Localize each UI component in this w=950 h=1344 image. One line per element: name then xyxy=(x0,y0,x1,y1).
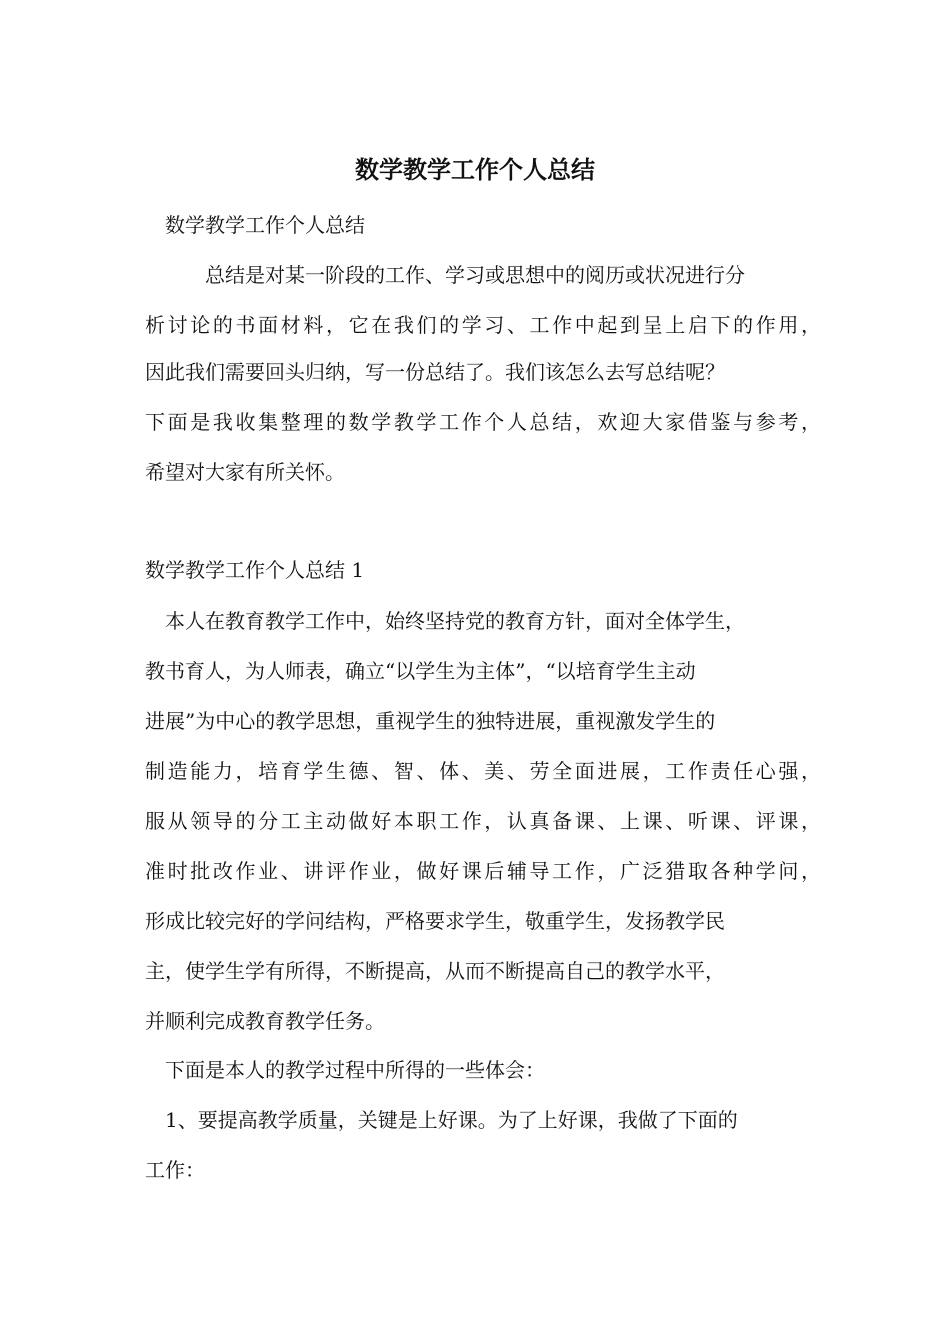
section1-line-4: 制造能力，培育学生德、智、体、美、劳全面进展，工作责任心强， xyxy=(145,759,821,783)
experience-intro: 下面是本人的教学过程中所得的一些体会： xyxy=(165,1058,545,1082)
intro-line-1: 总结是对某一阶段的工作、学习或思想中的阅历或状况进行分 xyxy=(205,263,745,287)
section1-line-9: 并顺利完成教育教学任务。 xyxy=(145,1009,385,1033)
point1-line-1: 1、要提高教学质量，关键是上好课。为了上好课，我做了下面的 xyxy=(165,1108,738,1132)
intro-line-5: 希望对大家有所关怀。 xyxy=(145,460,345,484)
document-title: 数学教学工作个人总结 xyxy=(355,156,595,184)
intro-line-4: 下面是我收集整理的数学教学工作个人总结，欢迎大家借鉴与参考， xyxy=(145,410,821,434)
intro-line-2: 析讨论的书面材料，它在我们的学习、工作中起到呈上启下的作用， xyxy=(145,313,821,337)
section1-line-1: 本人在教育教学工作中，始终坚持党的教育方针，面对全体学生， xyxy=(165,609,745,633)
section1-line-3: 进展”为中心的教学思想，重视学生的独特进展，重视激发学生的 xyxy=(145,709,716,733)
section1-line-2: 教书育人，为人师表，确立“以学生为主体”，“以培育学生主动 xyxy=(145,659,696,683)
point1-line-2: 工作： xyxy=(145,1158,205,1182)
intro-line-3: 因此我们需要回头归纳，写一份总结了。我们该怎么去写总结呢？ xyxy=(145,360,725,384)
section1-line-7: 形成比较完好的学问结构，严格要求学生，敬重学生，发扬教学民 xyxy=(145,909,725,933)
section1-line-5: 服从领导的分工主动做好本职工作，认真备课、上课、听课、评课， xyxy=(145,809,821,833)
section1-line-6: 准时批改作业、讲评作业，做好课后辅导工作，广泛猎取各种学问， xyxy=(145,859,821,883)
section1-line-8: 主，使学生学有所得，不断提高，从而不断提高自己的教学水平， xyxy=(145,959,725,983)
document-subtitle: 数学教学工作个人总结 xyxy=(165,213,365,237)
section1-heading: 数学教学工作个人总结 1 xyxy=(145,558,365,582)
